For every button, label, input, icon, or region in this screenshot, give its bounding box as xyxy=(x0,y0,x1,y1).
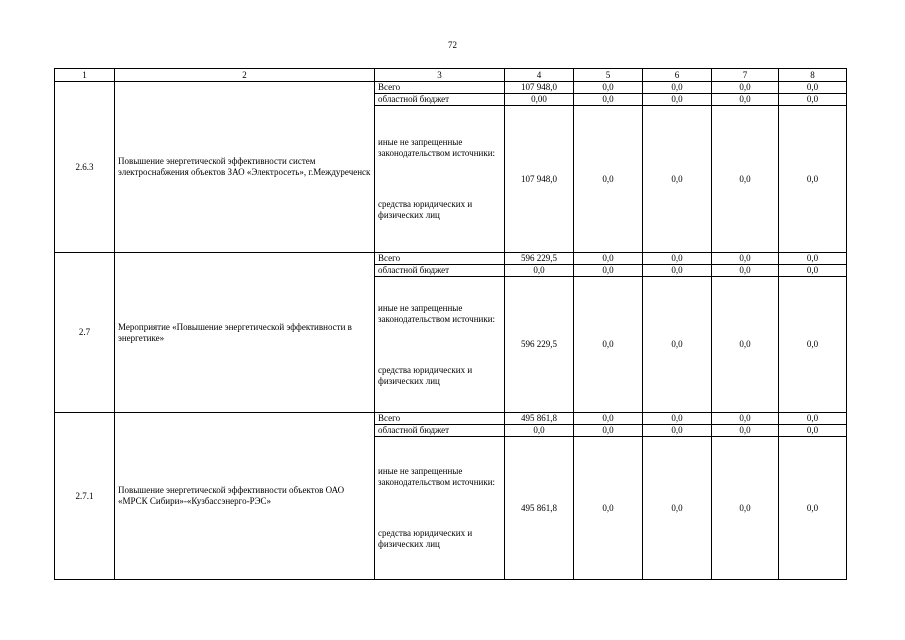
legal-entities-label: средства юридических и физических лиц xyxy=(378,364,473,386)
value-regional: 0,0 xyxy=(779,94,847,106)
measure-code: 2.7 xyxy=(55,253,115,413)
source-label-regional: областной бюджет xyxy=(375,94,505,106)
value-total: 596 229,5 xyxy=(505,253,574,265)
source-label-total: Всего xyxy=(375,413,505,425)
value-regional: 0,0 xyxy=(505,265,574,277)
value-total: 0,0 xyxy=(574,413,643,425)
source-label-total: Всего xyxy=(375,253,505,265)
value-total: 495 861,8 xyxy=(505,413,574,425)
value-total: 0,0 xyxy=(712,253,779,265)
source-label-other xyxy=(375,437,505,580)
value-regional: 0,0 xyxy=(574,94,643,106)
value-total: 0,0 xyxy=(643,82,712,94)
value-total: 0,0 xyxy=(712,413,779,425)
column-number: 2 xyxy=(115,69,375,82)
value-total: 0,0 xyxy=(779,82,847,94)
measure-title: Мероприятие «Повышение энергетической эффективности в энергетике» xyxy=(115,253,375,413)
value-regional: 0,0 xyxy=(712,425,779,437)
value-legal-entities: 0,0 xyxy=(643,277,712,413)
column-number: 4 xyxy=(505,69,574,82)
value-regional: 0,0 xyxy=(712,265,779,277)
value-total: 0,0 xyxy=(574,253,643,265)
value-legal-entities: 0,0 xyxy=(779,106,847,253)
value-total: 0,0 xyxy=(779,253,847,265)
value-legal-entities: 0,0 xyxy=(712,277,779,413)
page-number: 72 xyxy=(448,40,457,50)
value-regional: 0,0 xyxy=(574,425,643,437)
column-number-row xyxy=(55,69,847,82)
source-label-other xyxy=(375,277,505,413)
value-legal-entities: 107 948,0 xyxy=(505,106,574,253)
value-regional: 0,0 xyxy=(779,265,847,277)
value-legal-entities: 495 861,8 xyxy=(505,437,574,580)
column-number: 7 xyxy=(712,69,779,82)
value-legal-entities: 0,0 xyxy=(712,437,779,580)
value-regional: 0,0 xyxy=(643,265,712,277)
column-number: 6 xyxy=(643,69,712,82)
value-legal-entities: 0,0 xyxy=(574,277,643,413)
legal-entities-label: средства юридических и физических лиц xyxy=(378,528,473,549)
value-legal-entities: 0,0 xyxy=(643,437,712,580)
value-legal-entities: 596 229,5 xyxy=(505,277,574,413)
column-number: 1 xyxy=(55,69,115,82)
value-total: 0,0 xyxy=(712,82,779,94)
budget-table xyxy=(54,68,847,580)
value-regional: 0,0 xyxy=(712,94,779,106)
column-number: 8 xyxy=(779,69,847,82)
value-regional: 0,0 xyxy=(574,265,643,277)
value-total: 0,0 xyxy=(643,413,712,425)
value-legal-entities: 0,0 xyxy=(574,437,643,580)
table-row xyxy=(55,413,847,425)
measure-title: Повышение энергетической эффективности объектов ОАО «МРСК Сибири»-«Кузбассэнерго-РЭС» xyxy=(115,413,375,580)
value-legal-entities: 0,0 xyxy=(712,106,779,253)
value-regional: 0,0 xyxy=(643,425,712,437)
source-label-other xyxy=(375,106,505,253)
measure-title: Повышение энергетической эффективности систем электроснабжения объектов ЗАО «Электросеть», г.Междуреченск xyxy=(115,82,375,253)
table-row xyxy=(55,253,847,265)
value-regional: 0,0 xyxy=(643,94,712,106)
source-label-total: Всего xyxy=(375,82,505,94)
value-regional: 0,0 xyxy=(779,425,847,437)
column-number: 3 xyxy=(375,69,505,82)
value-legal-entities: 0,0 xyxy=(643,106,712,253)
value-regional: 0,0 xyxy=(505,425,574,437)
other-sources-label: иные не запрещенные законодательством источники: xyxy=(378,466,496,487)
source-label-regional: областной бюджет xyxy=(375,265,505,277)
value-total: 107 948,0 xyxy=(505,82,574,94)
measure-code: 2.6.3 xyxy=(55,82,115,253)
value-total: 0,0 xyxy=(643,253,712,265)
value-legal-entities: 0,0 xyxy=(779,437,847,580)
value-legal-entities: 0,0 xyxy=(779,277,847,413)
measure-code: 2.7.1 xyxy=(55,413,115,580)
source-label-regional: областной бюджет xyxy=(375,425,505,437)
table-row xyxy=(55,82,847,94)
other-sources-label: иные не запрещенные законодательством источники: xyxy=(378,137,496,158)
legal-entities-label: средства юридических и физических лиц xyxy=(378,199,473,220)
value-legal-entities: 0,0 xyxy=(574,106,643,253)
value-total: 0,0 xyxy=(779,413,847,425)
other-sources-label: иные не запрещенные законодательством источники: xyxy=(378,302,496,324)
value-regional: 0,00 xyxy=(505,94,574,106)
column-number: 5 xyxy=(574,69,643,82)
value-total: 0,0 xyxy=(574,82,643,94)
